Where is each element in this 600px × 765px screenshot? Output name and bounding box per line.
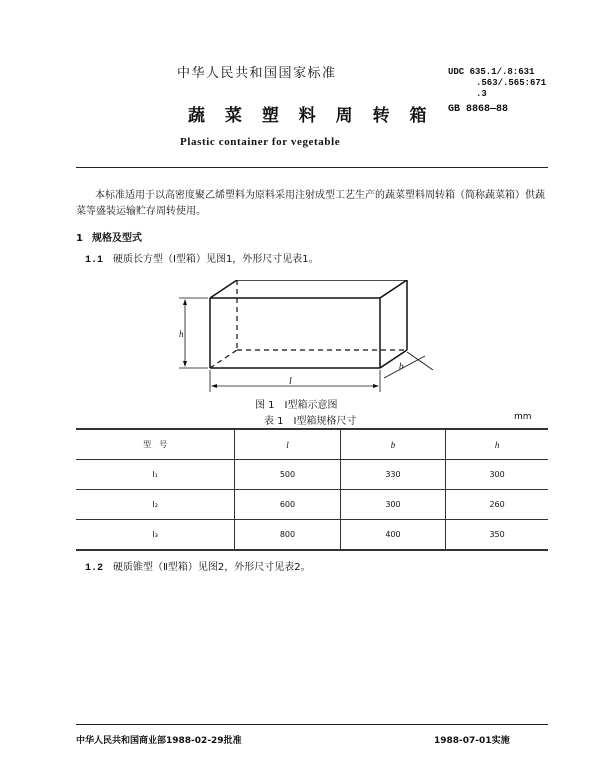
h-dimension-label: h [179,329,184,339]
cell-width: 300 [340,490,445,520]
clause-1-1 [85,250,319,266]
section-title: 规格及型式 [92,233,142,244]
cell-length: 600 [235,490,340,520]
cell-height: 260 [446,490,548,520]
clause-1-2 [85,558,311,574]
l-dim-arrow-left [211,384,217,388]
cell-length: 800 [235,520,340,551]
cell-length: 500 [235,460,340,490]
h-dim-arrow-top [183,299,187,305]
table-unit: mm [514,412,532,422]
document-title-cn: 蔬 菜 塑 料 周 转 箱 [188,106,434,126]
header-height: h [446,429,548,460]
header-model: 型 号 [76,429,235,460]
section-number: 1 [76,233,83,244]
udc-line-1: UDC 635.1/.8:631 [448,67,535,77]
table-1-caption: 表 1 Ⅰ型箱规格尺寸 [264,416,357,427]
standard-org-title: 中华人民共和国国家标准 [177,66,337,81]
b-dimension-label: b [399,361,404,371]
cell-width: 400 [340,520,445,551]
header-rule [76,167,548,168]
cell-model: Ⅰ₃ [76,520,235,551]
cell-height: 300 [446,460,548,490]
box-hidden-diagonal-edge [210,350,237,368]
table-row [76,490,548,520]
approval-line: 中华人民共和国商业部1988-02-29批准 [76,736,242,746]
clause-text: 硬质锥型（Ⅱ型箱）见图2，外形尺寸见表2。 [113,562,311,573]
section-1-heading [76,229,142,244]
footer-rule [76,724,548,725]
l-dim-arrow-right [373,384,379,388]
header-width: b [340,429,445,460]
clause-number: 1.1 [85,255,104,266]
box-figure [175,280,445,395]
cell-height: 350 [446,520,548,551]
table-row [76,460,548,490]
implementation-date: 1988-07-01实施 [434,736,510,746]
figure-1-caption: 图 1 Ⅰ型箱示意图 [255,400,338,411]
document-title-en: Plastic container for vegetable [180,136,341,148]
udc-line-2: .563/.565:671 [476,78,547,88]
clause-text: 硬质长方型（Ⅰ型箱）见图1，外形尺寸见表1。 [113,254,319,265]
box-top-right-edge [380,280,407,298]
intro-paragraph: 本标准适用于以高密度聚乙烯塑料为原料采用注射成型工艺生产的蔬菜塑料周转箱（简称蔬菜箱）供蔬菜等盛装运输贮存周转使用。 [76,190,545,217]
b-dim-extension [407,352,433,370]
l-dimension-label: l [289,376,292,387]
h-dim-arrow-bottom [183,361,187,367]
udc-classification [448,67,546,100]
udc-line-3: .3 [476,89,487,99]
gb-number: GB 8868—88 [448,104,509,115]
box-top-left-edge [210,280,237,298]
table-header-row [76,429,548,460]
cell-width: 330 [340,460,445,490]
cell-model: Ⅰ₂ [76,490,235,520]
spec-table [76,428,548,551]
b-dim-line [384,356,425,378]
cell-model: Ⅰ₁ [76,460,235,490]
header-length: l [235,429,340,460]
clause-number: 1.2 [85,563,104,574]
table-row [76,520,548,551]
